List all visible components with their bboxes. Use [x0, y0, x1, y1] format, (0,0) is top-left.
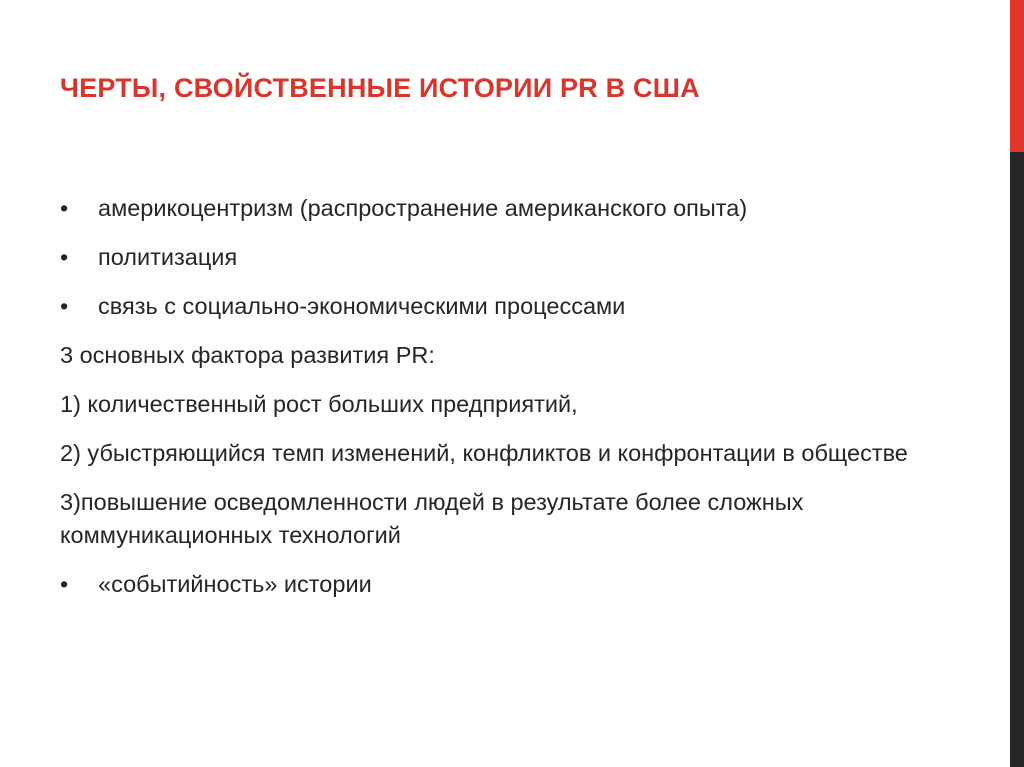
accent-bar-top	[1010, 0, 1024, 152]
accent-bar-bottom	[1010, 152, 1024, 767]
list-item-eventfulness	[60, 568, 960, 601]
list-item-text: «событийность» истории	[98, 571, 372, 597]
list-item-text: америкоцентризм (распространение американского опыта)	[98, 195, 748, 221]
list-item-politicization	[60, 241, 960, 274]
bullet-icon: •	[60, 571, 69, 597]
slide-body	[60, 192, 960, 617]
factors-heading	[60, 339, 960, 372]
list-item-text: связь с социально-экономическими процессами	[98, 293, 626, 319]
factor-item-text: 2) убыстряющийся темп изменений, конфликтов и конфронтации в обществе	[60, 440, 908, 466]
factor-item-1	[60, 388, 960, 421]
factor-item-text: 1) количественный рост больших предприятий,	[60, 391, 578, 417]
list-item-socioeconomic	[60, 290, 960, 323]
bullet-icon: •	[60, 244, 69, 270]
factor-item-2	[60, 437, 960, 470]
factor-item-text: 3)повышение осведомленности людей в результате более сложных коммуникационных технологий	[60, 489, 804, 548]
factor-item-3	[60, 486, 960, 552]
factors-heading-text: 3 основных фактора развития PR:	[60, 342, 435, 368]
list-item-americocentrism	[60, 192, 960, 225]
bullet-icon: •	[60, 293, 69, 319]
bullet-icon: •	[60, 195, 69, 221]
slide-title: ЧЕРТЫ, СВОЙСТВЕННЫЕ ИСТОРИИ PR В США	[60, 73, 700, 103]
list-item-text: политизация	[98, 244, 238, 270]
